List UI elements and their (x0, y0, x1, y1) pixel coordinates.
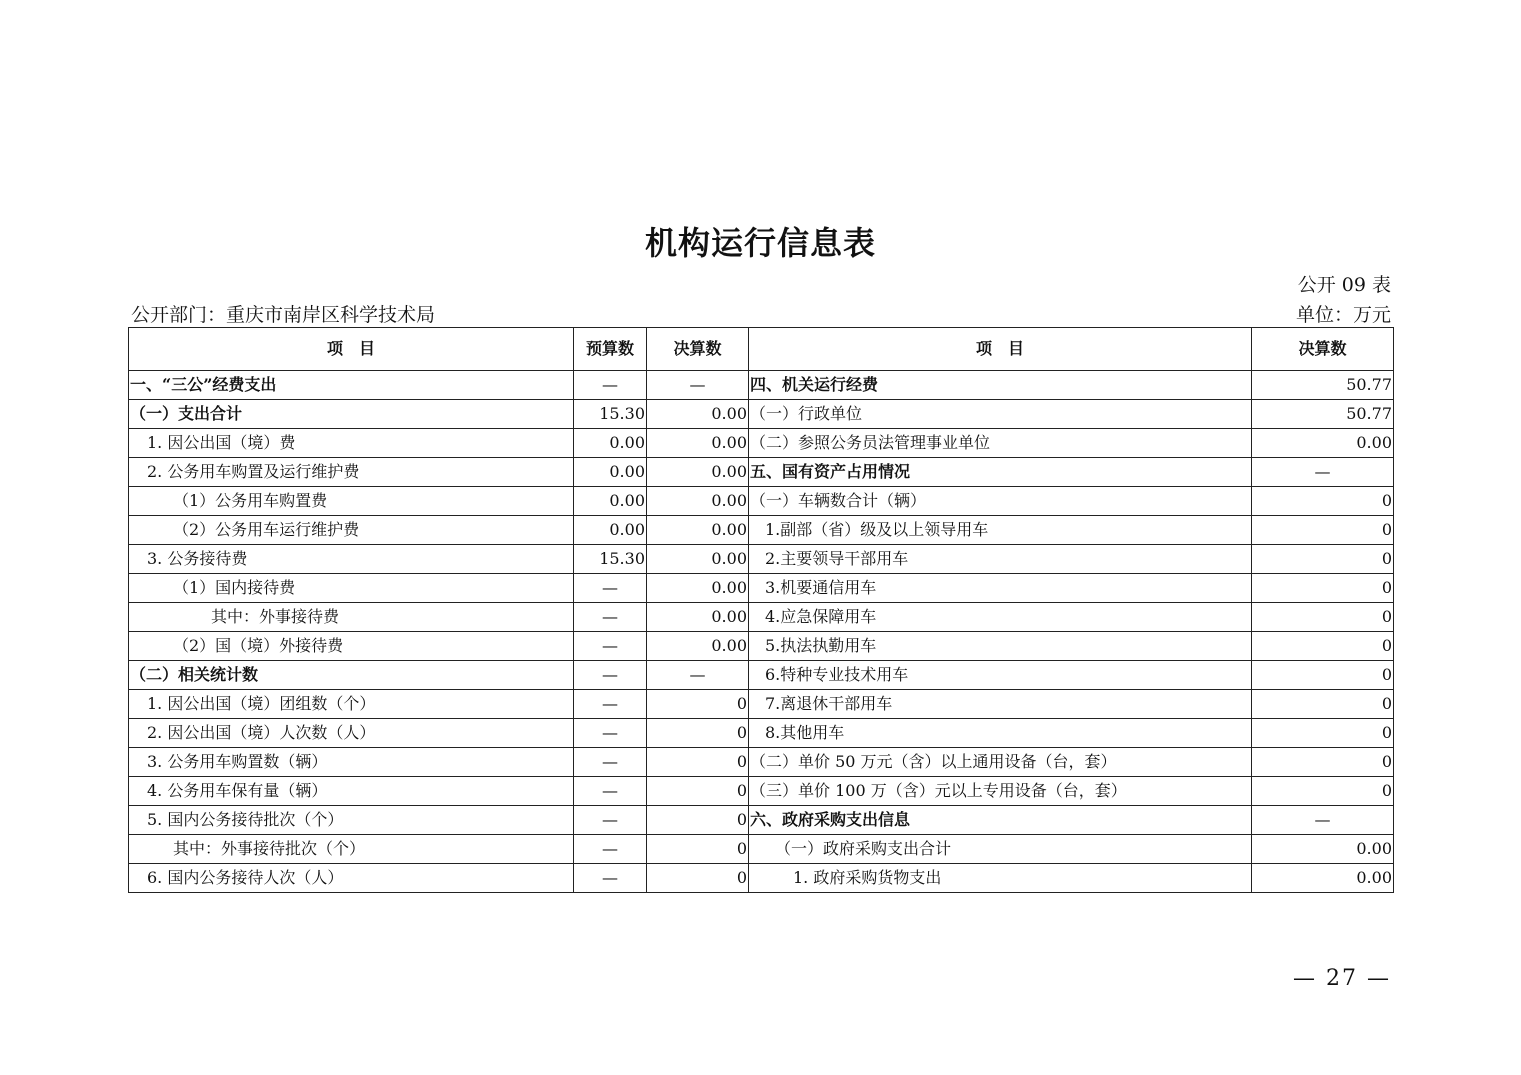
row-final-left: 0.00 (647, 429, 749, 458)
row-item-right: 2.主要领导干部用车 (749, 545, 1252, 574)
table-row (129, 545, 1394, 574)
row-final-left: 0 (647, 748, 749, 777)
row-final-left: 0.00 (647, 400, 749, 429)
row-item-right: 五、国有资产占用情况 (749, 458, 1252, 487)
row-budget: 0.00 (574, 458, 647, 487)
row-item-left: 其中：外事接待费 (129, 603, 574, 632)
table-row (129, 690, 1394, 719)
table-row (129, 632, 1394, 661)
header-final-left: 决算数 (647, 328, 749, 371)
row-budget: — (574, 603, 647, 632)
row-final-right: 0 (1252, 487, 1394, 516)
row-final-right: 0 (1252, 632, 1394, 661)
row-item-left: （1）国内接待费 (129, 574, 574, 603)
row-final-left: 0.00 (647, 574, 749, 603)
row-budget: — (574, 661, 647, 690)
row-budget: — (574, 864, 647, 893)
row-final-left: 0 (647, 806, 749, 835)
table-row (129, 458, 1394, 487)
table-row (129, 748, 1394, 777)
header-final-right: 决算数 (1252, 328, 1394, 371)
row-final-left: — (647, 371, 749, 400)
row-budget: — (574, 835, 647, 864)
row-item-right: （一）政府采购支出合计 (749, 835, 1252, 864)
row-final-right: 0 (1252, 690, 1394, 719)
row-final-right: 0 (1252, 545, 1394, 574)
row-final-left: — (647, 661, 749, 690)
row-final-left: 0.00 (647, 545, 749, 574)
row-item-left: 一、“三公”经费支出 (129, 371, 574, 400)
row-final-left: 0.00 (647, 603, 749, 632)
row-final-right: 0 (1252, 748, 1394, 777)
row-budget: 15.30 (574, 400, 647, 429)
table-row (129, 429, 1394, 458)
row-item-right: 1. 政府采购货物支出 (749, 864, 1252, 893)
row-budget: — (574, 806, 647, 835)
row-item-right: （二）单价 50 万元（含）以上通用设备（台，套） (749, 748, 1252, 777)
row-item-right: 四、机关运行经费 (749, 371, 1252, 400)
row-final-left: 0 (647, 690, 749, 719)
row-final-left: 0 (647, 719, 749, 748)
row-item-right: 8.其他用车 (749, 719, 1252, 748)
row-item-right: （二）参照公务员法管理事业单位 (749, 429, 1252, 458)
row-item-right: 1.副部（省）级及以上领导用车 (749, 516, 1252, 545)
row-final-right: — (1252, 458, 1394, 487)
row-item-left: 5. 国内公务接待批次（个） (129, 806, 574, 835)
row-item-right: 六、政府采购支出信息 (749, 806, 1252, 835)
row-final-right: 0 (1252, 777, 1394, 806)
row-item-right: （一）车辆数合计（辆） (749, 487, 1252, 516)
row-item-left: 1. 因公出国（境）团组数（个） (129, 690, 574, 719)
row-item-right: （三）单价 100 万（含）元以上专用设备（台，套） (749, 777, 1252, 806)
row-final-left: 0.00 (647, 516, 749, 545)
table-header-row (129, 328, 1394, 371)
row-final-right: 0 (1252, 661, 1394, 690)
table-row (129, 719, 1394, 748)
row-budget: — (574, 632, 647, 661)
row-budget: 0.00 (574, 487, 647, 516)
row-item-left: （2）国（境）外接待费 (129, 632, 574, 661)
row-final-right: — (1252, 806, 1394, 835)
row-item-left: （一）支出合计 (129, 400, 574, 429)
row-final-left: 0 (647, 864, 749, 893)
row-final-right: 0.00 (1252, 429, 1394, 458)
row-item-left: 6. 国内公务接待人次（人） (129, 864, 574, 893)
row-final-right: 50.77 (1252, 371, 1394, 400)
row-budget: — (574, 777, 647, 806)
row-item-left: 其中：外事接待批次（个） (129, 835, 574, 864)
row-budget: — (574, 748, 647, 777)
table-row (129, 835, 1394, 864)
row-budget: — (574, 371, 647, 400)
row-item-left: 3. 公务用车购置数（辆） (129, 748, 574, 777)
table-row (129, 371, 1394, 400)
row-item-right: 7.离退休干部用车 (749, 690, 1252, 719)
table-row (129, 806, 1394, 835)
table-row (129, 487, 1394, 516)
row-item-left: 3. 公务接待费 (129, 545, 574, 574)
unit-label: 单位：万元 (1295, 304, 1391, 326)
row-final-left: 0.00 (647, 487, 749, 516)
row-item-right: 5.执法执勤用车 (749, 632, 1252, 661)
row-final-right: 0 (1252, 603, 1394, 632)
row-final-right: 0 (1252, 516, 1394, 545)
row-item-right: 3.机要通信用车 (749, 574, 1252, 603)
table-row (129, 777, 1394, 806)
header-item-right: 项 目 (749, 328, 1252, 371)
row-budget: 15.30 (574, 545, 647, 574)
form-number: 公开 09 表 (1297, 274, 1391, 296)
row-item-left: 2. 公务用车购置及运行维护费 (129, 458, 574, 487)
row-budget: 0.00 (574, 516, 647, 545)
row-budget: — (574, 719, 647, 748)
row-budget: — (574, 690, 647, 719)
row-item-left: （1）公务用车购置费 (129, 487, 574, 516)
row-final-left: 0.00 (647, 458, 749, 487)
table-row (129, 516, 1394, 545)
page-number: — 27 — (1293, 966, 1391, 991)
row-final-right: 0.00 (1252, 835, 1394, 864)
row-budget: — (574, 574, 647, 603)
table-row (129, 574, 1394, 603)
row-item-left: （二）相关统计数 (129, 661, 574, 690)
info-table (128, 327, 1394, 893)
row-final-right: 50.77 (1252, 400, 1394, 429)
department-label: 公开部门：重庆市南岸区科学技术局 (131, 304, 436, 326)
table-row (129, 864, 1394, 893)
table-row (129, 400, 1394, 429)
row-item-right: （一）行政单位 (749, 400, 1252, 429)
page-title: 机构运行信息表 (644, 224, 876, 262)
row-item-left: 1. 因公出国（境）费 (129, 429, 574, 458)
row-item-right: 4.应急保障用车 (749, 603, 1252, 632)
table-row (129, 603, 1394, 632)
row-final-left: 0 (647, 777, 749, 806)
row-item-left: 2. 因公出国（境）人次数（人） (129, 719, 574, 748)
row-final-left: 0.00 (647, 632, 749, 661)
row-item-right: 6.特种专业技术用车 (749, 661, 1252, 690)
header-item-left: 项 目 (129, 328, 574, 371)
row-item-left: （2）公务用车运行维护费 (129, 516, 574, 545)
header-budget: 预算数 (574, 328, 647, 371)
row-budget: 0.00 (574, 429, 647, 458)
row-final-right: 0 (1252, 719, 1394, 748)
row-final-right: 0.00 (1252, 864, 1394, 893)
table-row (129, 661, 1394, 690)
row-final-right: 0 (1252, 574, 1394, 603)
row-item-left: 4. 公务用车保有量（辆） (129, 777, 574, 806)
row-final-left: 0 (647, 835, 749, 864)
